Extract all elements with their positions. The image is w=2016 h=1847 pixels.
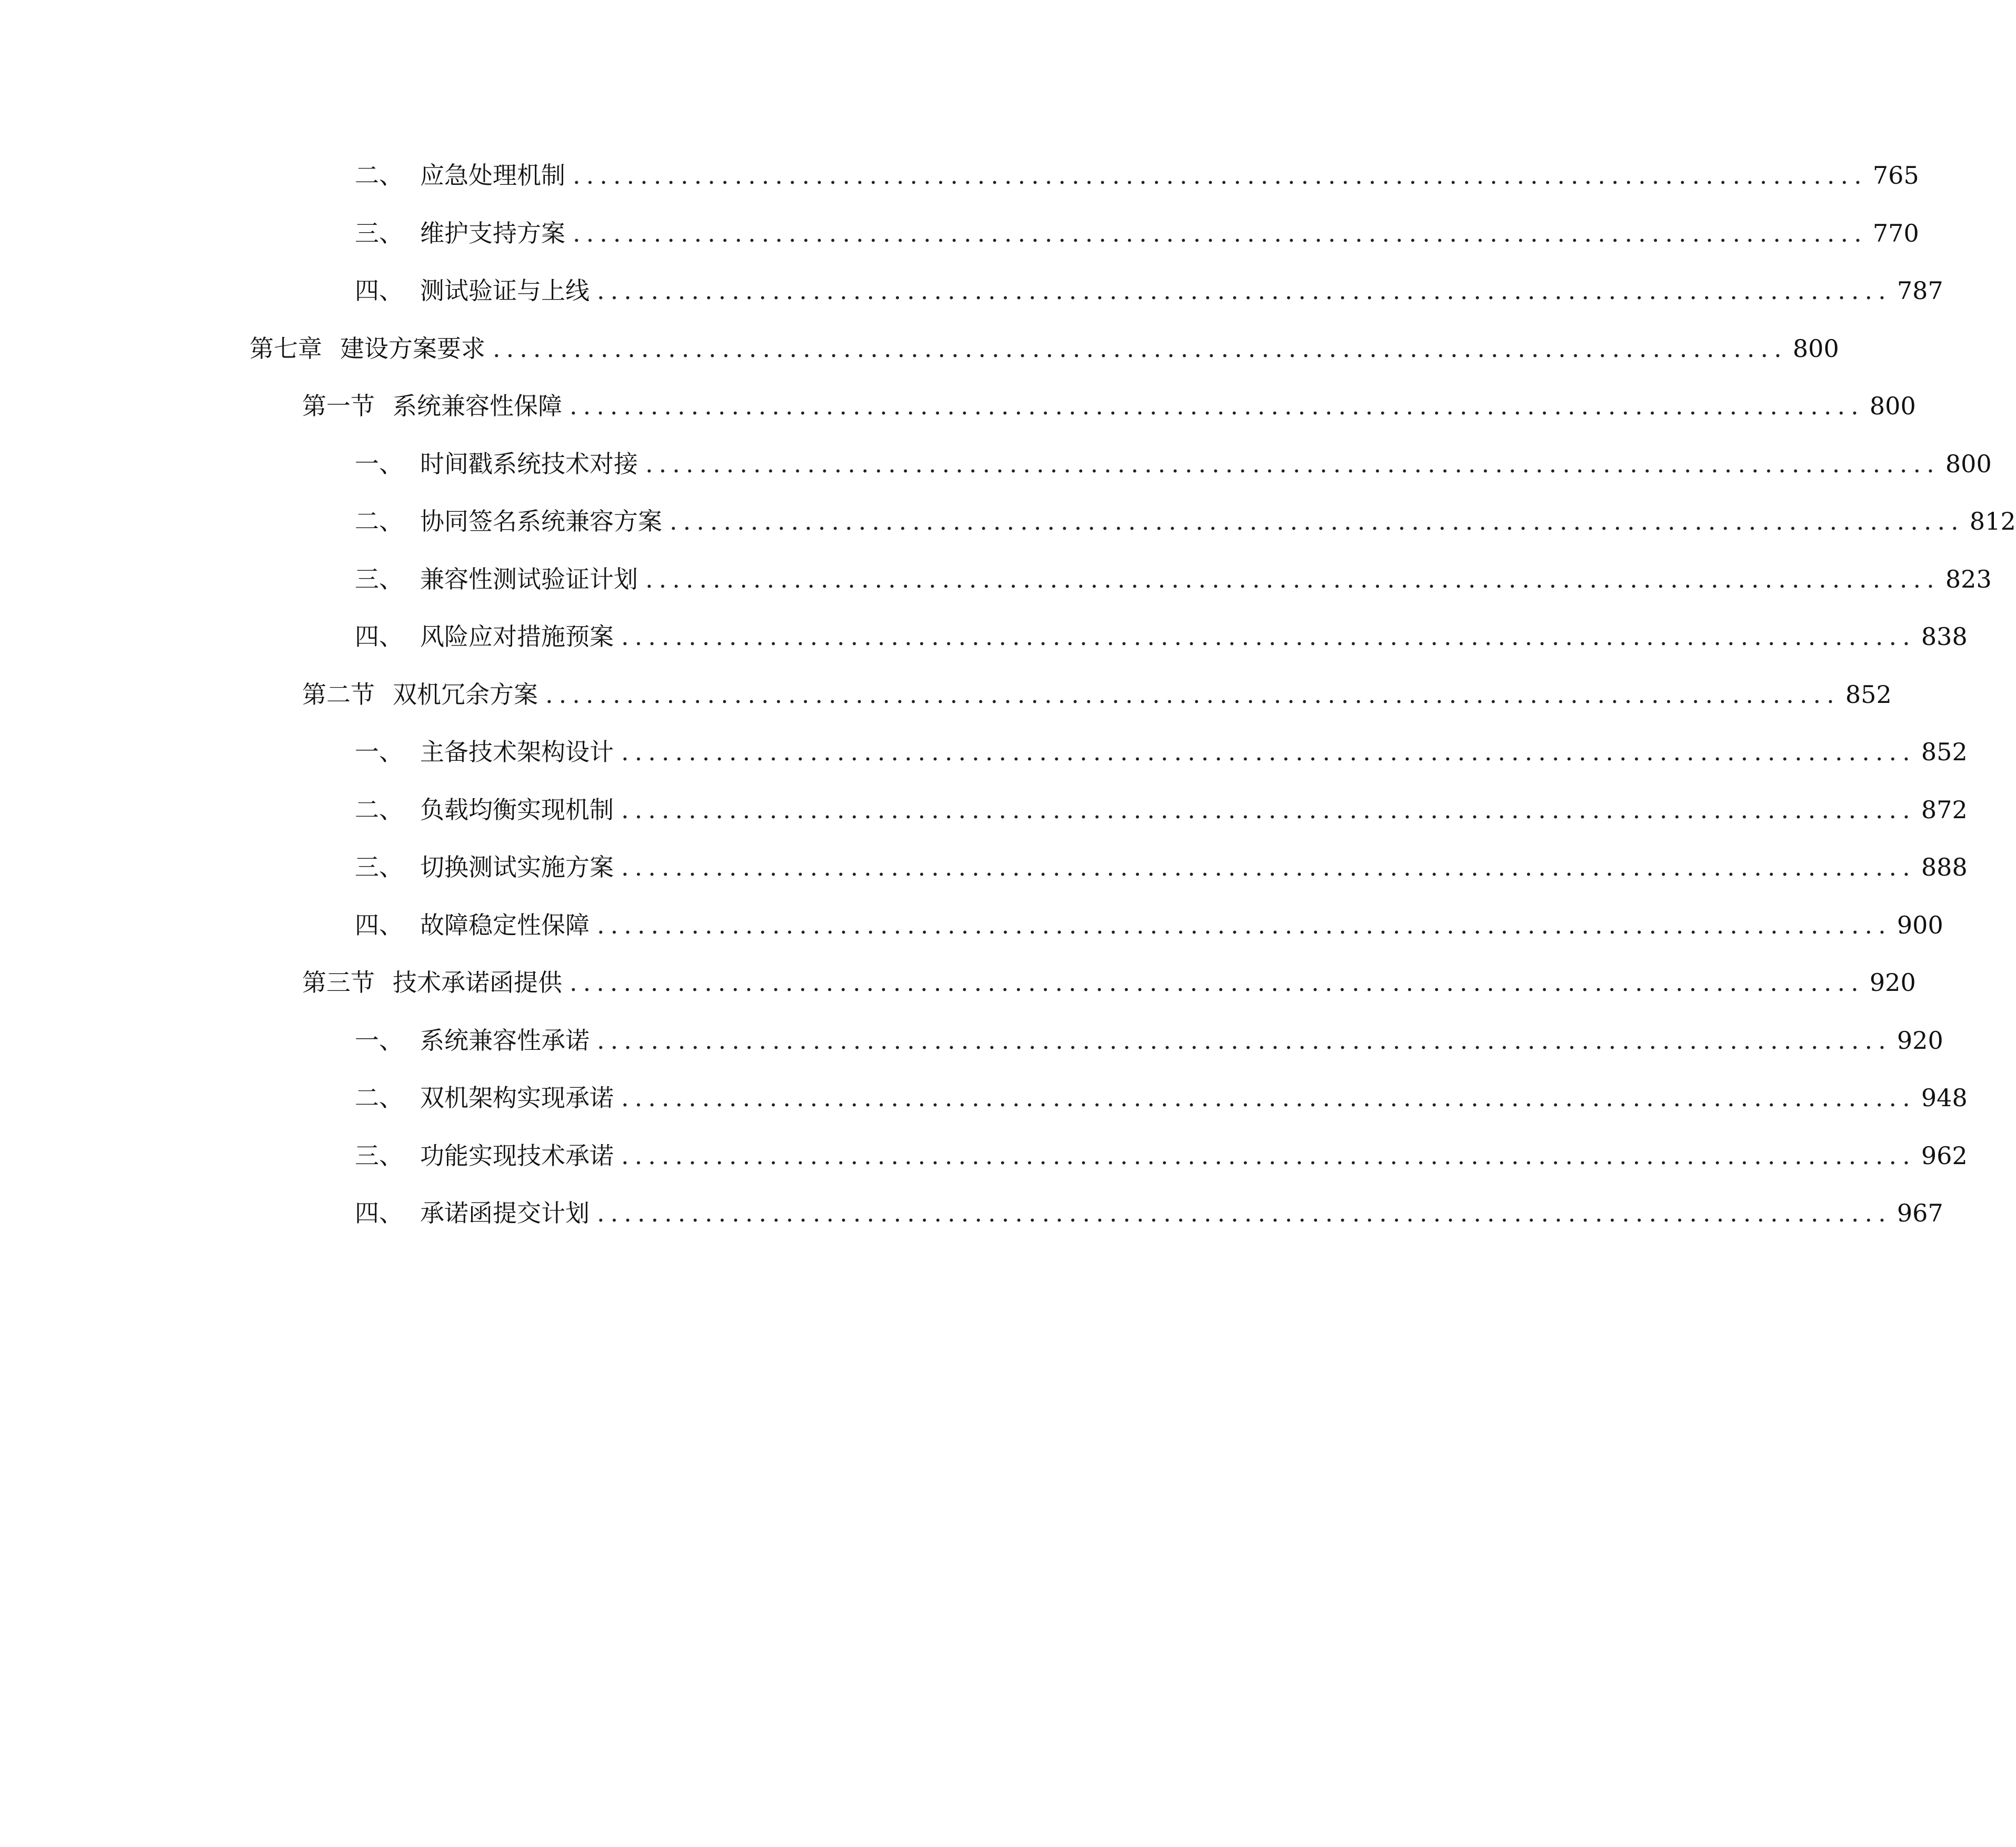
toc-entry-section[interactable] [302, 961, 1916, 1004]
toc-page-number: 765 [1872, 161, 1919, 190]
toc-entry-title: 应急处理机制 [420, 161, 565, 190]
toc-entry-number: 三、 [355, 853, 403, 881]
toc-entry-title: 双机架构实现承诺 [420, 1084, 614, 1112]
toc-page-number: 812 [1969, 507, 2016, 535]
dot-leader: ................................................................................................ [597, 1199, 1892, 1227]
toc-entry[interactable] [355, 558, 1992, 600]
dot-leader: ................................................................................................ [597, 276, 1892, 305]
toc-entry-number: 三、 [355, 1141, 403, 1170]
toc-page-number: 852 [1921, 738, 1968, 766]
toc-entry[interactable] [355, 1192, 1943, 1234]
toc-entry-title: 系统兼容性承诺 [420, 1026, 590, 1055]
toc-page-number: 838 [1921, 622, 1968, 651]
toc-entry-number: 二、 [355, 796, 403, 824]
toc-section-number: 第一节 [302, 392, 375, 420]
toc-entry-chapter[interactable] [249, 327, 1839, 370]
toc-entry-title: 系统兼容性保障 [393, 392, 562, 420]
toc-section-number: 第二节 [302, 680, 375, 709]
toc-entry-title: 主备技术架构设计 [420, 738, 614, 766]
toc-entry-title: 切换测试实施方案 [420, 853, 614, 881]
dot-leader: ................................................................................................ [645, 450, 1940, 478]
toc-entry-title: 负载均衡实现机制 [420, 796, 614, 824]
dot-leader: ................................................................................................ [597, 911, 1892, 939]
toc-entry-title: 建设方案要求 [340, 334, 485, 363]
toc-entry-title: 故障稳定性保障 [420, 911, 590, 939]
toc-entry[interactable] [355, 1135, 1968, 1177]
dot-leader: ................................................................................................ [645, 565, 1940, 593]
toc-entry[interactable] [355, 789, 1968, 831]
toc-entry[interactable] [355, 615, 1968, 658]
toc-page-number: 920 [1897, 1026, 1943, 1055]
toc-entry-number: 一、 [355, 1026, 403, 1055]
toc-entry-title: 技术承诺函提供 [393, 968, 562, 997]
toc-entry[interactable] [355, 846, 1968, 888]
toc-entry-title: 功能实现技术承诺 [420, 1141, 614, 1170]
toc-page-number: 800 [1792, 334, 1839, 363]
toc-entry-title: 双机冗余方案 [393, 680, 538, 709]
toc-entry[interactable] [355, 154, 1919, 196]
toc-page-number: 852 [1845, 680, 1892, 709]
toc-page-number: 900 [1897, 911, 1943, 939]
dot-leader: ................................................................................................ [545, 680, 1840, 709]
toc-entry-number: 三、 [355, 565, 403, 593]
toc-entry[interactable] [355, 1019, 1943, 1061]
toc-entry-number: 一、 [355, 738, 403, 766]
dot-leader: ................................................................................................ [621, 622, 1916, 651]
toc-page-number: 872 [1921, 796, 1968, 824]
toc-page-number: 823 [1945, 565, 1992, 593]
dot-leader: ................................................................................................ [570, 392, 1864, 420]
dot-leader: ................................................................................................ [493, 334, 1788, 363]
toc-entry-number: 二、 [355, 1084, 403, 1112]
toc-page-number: 962 [1921, 1141, 1968, 1170]
toc-page-number: 948 [1921, 1084, 1968, 1112]
toc-entry-section[interactable] [302, 673, 1892, 716]
toc-entry-title: 协同签名系统兼容方案 [420, 507, 662, 535]
toc-entry-title: 测试验证与上线 [420, 276, 590, 305]
toc-entry-number: 一、 [355, 450, 403, 478]
toc-page-number: 967 [1897, 1199, 1943, 1227]
toc-entry-number: 二、 [355, 161, 403, 190]
dot-leader: ................................................................................................ [573, 161, 1868, 190]
dot-leader: ................................................................................................ [621, 738, 1916, 766]
toc-page-number: 770 [1872, 219, 1919, 247]
toc-entry[interactable] [355, 500, 2016, 542]
toc-entry-title: 时间戳系统技术对接 [420, 450, 638, 478]
toc-section-number: 第三节 [302, 968, 375, 997]
dot-leader: ................................................................................................ [570, 968, 1864, 997]
toc-page-number: 787 [1897, 276, 1943, 305]
toc-entry-number: 四、 [355, 276, 403, 305]
toc-entry-number: 四、 [355, 911, 403, 939]
toc-entry-title: 兼容性测试验证计划 [420, 565, 638, 593]
dot-leader: ................................................................................................ [573, 219, 1868, 247]
toc-page-number: 888 [1921, 853, 1968, 881]
toc-entry[interactable] [355, 443, 1992, 485]
toc-entry-title: 承诺函提交计划 [420, 1199, 590, 1227]
dot-leader: ................................................................................................ [621, 853, 1916, 881]
toc-entry[interactable] [355, 731, 1968, 773]
dot-leader: ................................................................................................ [621, 1141, 1916, 1170]
toc-entry-section[interactable] [302, 385, 1916, 427]
toc-entry-number: 四、 [355, 1199, 403, 1227]
toc-entry-number: 二、 [355, 507, 403, 535]
toc-entry-number: 三、 [355, 219, 403, 247]
dot-leader: ................................................................................................ [597, 1026, 1892, 1055]
dot-leader: ................................................................................................ [670, 507, 1964, 535]
toc-entry-title: 维护支持方案 [420, 219, 565, 247]
toc-page-number: 800 [1945, 450, 1992, 478]
toc-entry-title: 风险应对措施预案 [420, 622, 614, 651]
toc-entry[interactable] [355, 270, 1943, 312]
dot-leader: ................................................................................................ [621, 796, 1916, 824]
toc-page-number: 920 [1869, 968, 1916, 997]
toc-entry[interactable] [355, 1077, 1968, 1119]
dot-leader: ................................................................................................ [621, 1084, 1916, 1112]
toc-entry-number: 四、 [355, 622, 403, 651]
toc-entry[interactable] [355, 212, 1919, 254]
toc-chapter-number: 第七章 [249, 334, 322, 363]
toc-page-number: 800 [1869, 392, 1916, 420]
toc-entry[interactable] [355, 904, 1943, 946]
